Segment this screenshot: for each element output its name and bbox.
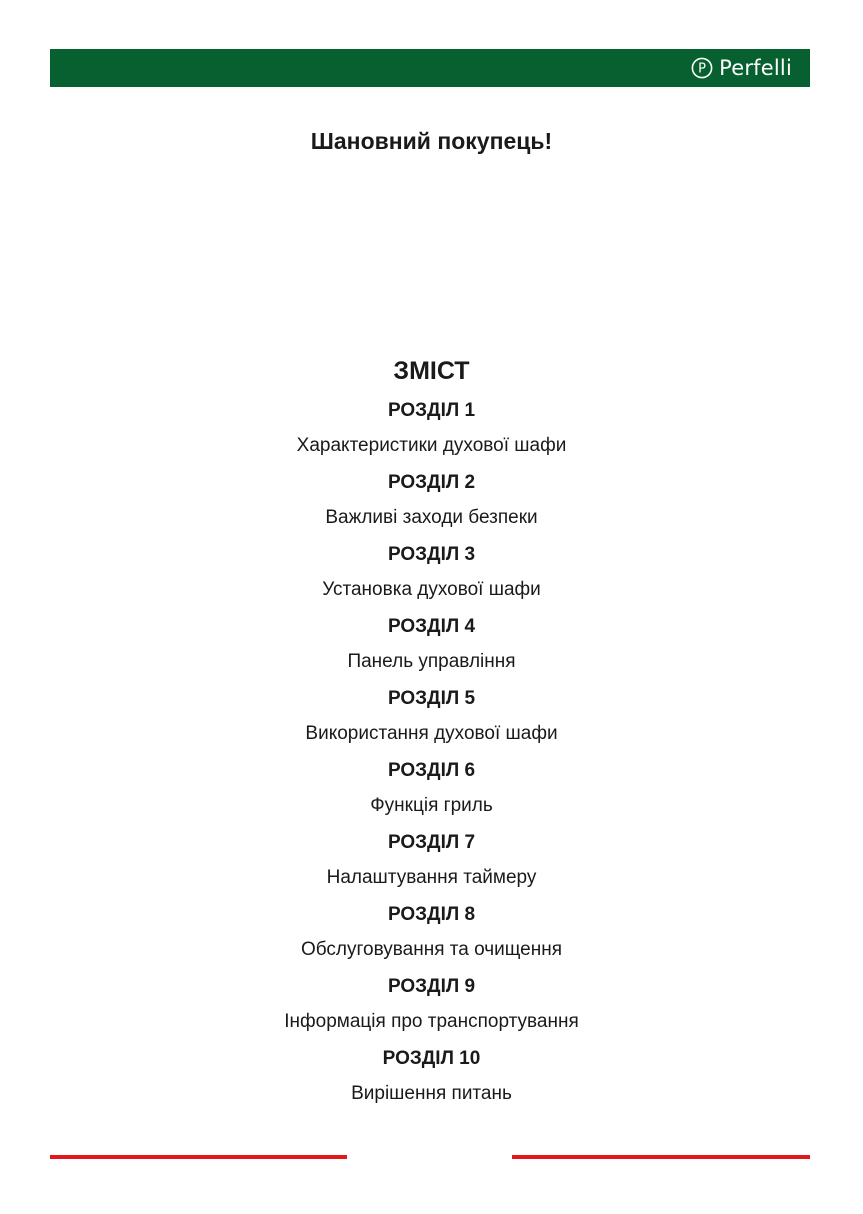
- greeting-heading: Шановний покупець!: [310, 128, 553, 154]
- toc-section-title: Інформація про транспортування: [284, 1011, 579, 1032]
- toc-section-title: Вирішення питань: [351, 1083, 512, 1104]
- table-of-contents: [0, 394, 863, 1114]
- toc-section-label: РОЗДІЛ 4: [387, 616, 476, 637]
- toc-section-title: Використання духової шафи: [305, 723, 558, 744]
- header-bar: [50, 49, 810, 87]
- toc-item-9: [0, 970, 863, 1042]
- toc-section-title: Важливі заходи безпеки: [325, 507, 538, 528]
- toc-section-label: РОЗДІЛ 9: [387, 976, 476, 997]
- toc-section-title: Налаштування таймеру: [326, 867, 537, 888]
- toc-item-2: [0, 466, 863, 538]
- brand-logo: [691, 49, 792, 87]
- toc-section-title: Функція гриль: [370, 795, 493, 816]
- toc-section-title: Установка духової шафи: [322, 579, 541, 600]
- brand-mark-letter: P: [698, 61, 707, 77]
- toc-section-label: РОЗДІЛ 8: [387, 904, 476, 925]
- toc-title: ЗМІСТ: [393, 357, 470, 385]
- toc-item-7: [0, 826, 863, 898]
- toc-item-10: [0, 1042, 863, 1114]
- toc-section-label: РОЗДІЛ 7: [387, 832, 476, 853]
- toc-item-8: [0, 898, 863, 970]
- toc-section-title: Характеристики духової шафи: [296, 435, 567, 456]
- brand-name: Perfelli: [719, 56, 792, 80]
- perfelli-logo-icon: [691, 57, 713, 79]
- toc-item-4: [0, 610, 863, 682]
- toc-item-6: [0, 754, 863, 826]
- toc-section-title: Обслуговування та очищення: [300, 939, 563, 960]
- toc-item-1: [0, 394, 863, 466]
- toc-section-label: РОЗДІЛ 6: [387, 760, 476, 781]
- toc-section-label: РОЗДІЛ 10: [382, 1048, 481, 1069]
- toc-item-5: [0, 682, 863, 754]
- toc-section-label: РОЗДІЛ 3: [387, 544, 476, 565]
- footer-divider-left: [50, 1155, 347, 1159]
- toc-section-label: РОЗДІЛ 1: [387, 400, 476, 421]
- toc-section-label: РОЗДІЛ 2: [387, 472, 476, 493]
- footer-divider-right: [512, 1155, 810, 1159]
- toc-section-title: Панель управління: [347, 651, 516, 672]
- toc-section-label: РОЗДІЛ 5: [387, 688, 476, 709]
- toc-item-3: [0, 538, 863, 610]
